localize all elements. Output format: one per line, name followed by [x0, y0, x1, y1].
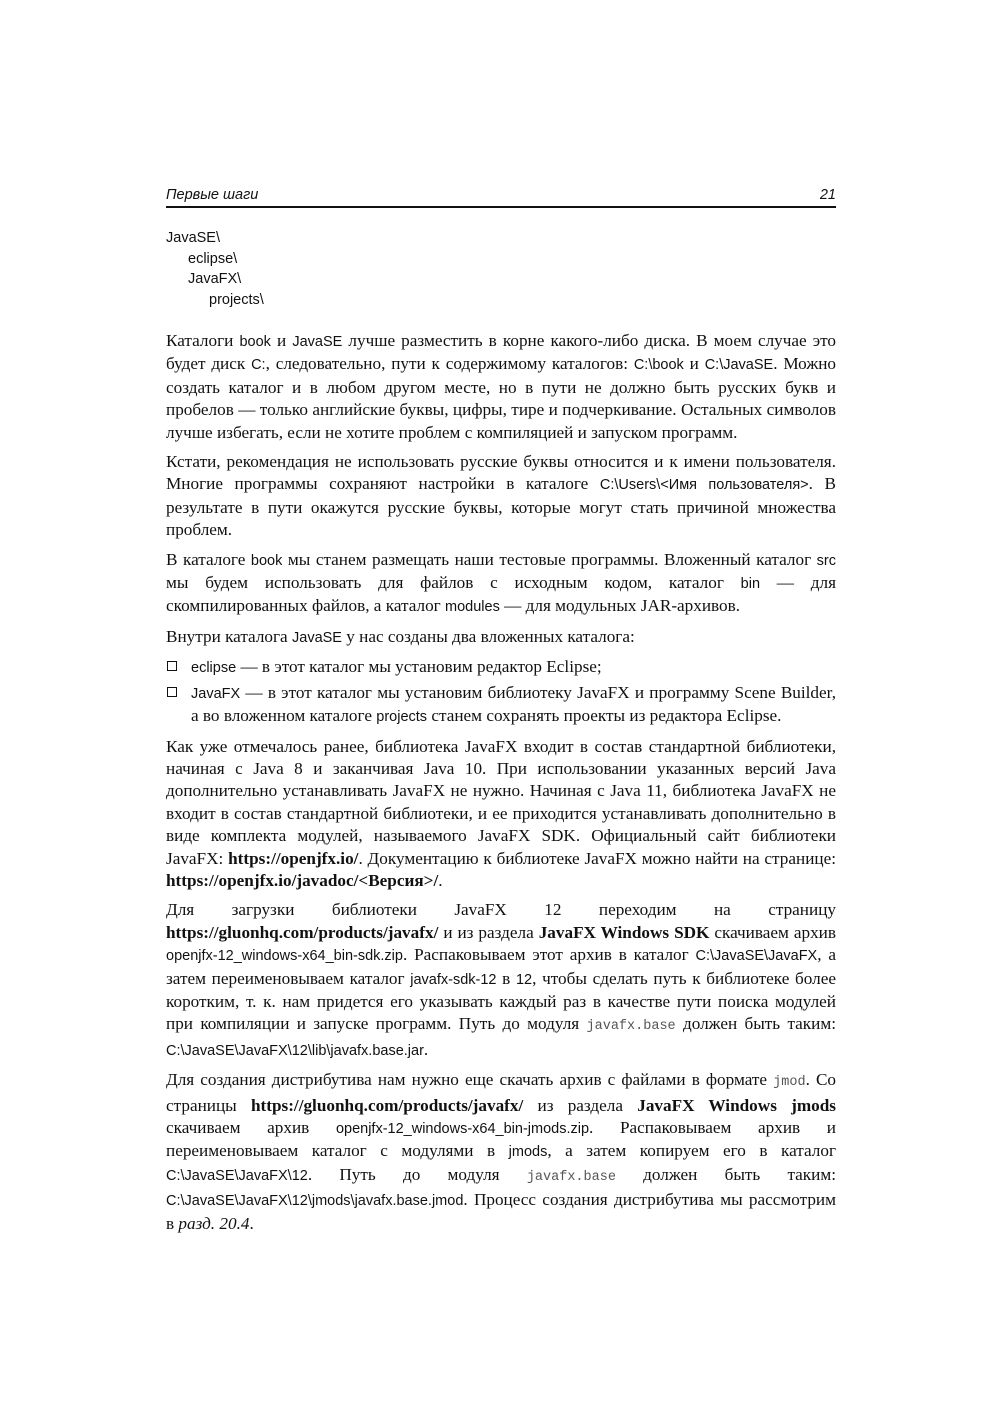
- paragraph-7: Для создания дистрибутива нам нужно еще скачать архив с файлами в формате jmod. Со страницы https://gluonhq.com/products/javafx/ из раздела JavaFX Windows jmods скачиваем архив openjfx-12_windows-x64_bin-jmods.zip. Распаковываем архив и переименовываем каталог с модулями в jmods, а затем копируем его в каталог C:\JavaSE\JavaFX\12. Путь до модуля javafx.base должен быть таким: C:\JavaSE\JavaFX\12\jmods\javafx.base.jmod. Процесс создания дистрибутива мы рассмотрим в разд. 20.4.: [166, 1070, 837, 1233]
- header-title: Первые шаги: [166, 187, 259, 203]
- directory-tree: [166, 228, 836, 310]
- tree-item: JavaFX\: [188, 271, 242, 287]
- tree-item: eclipse\: [188, 250, 238, 267]
- paragraph-2: Кстати, рекомендация не использовать русские буквы относится и к имени пользователя. Многие программы сохраняют настройки в каталоге C:\Users\<Имя пользователя>. В результате в пути окажутся русские буквы, которые могут стать причиной множества проблем.: [166, 452, 837, 540]
- tree-item: projects\: [209, 291, 264, 308]
- checkbox-bullet-icon: [167, 661, 177, 671]
- paragraph-1: Каталоги book и JavaSE лучше разместить в корне какого-либо диска. В моем случае это будет диск C:, следовательно, пути к содержимому каталогов: C:\book и C:\JavaSE. Можно создать каталог и в любом другом месте, но в пути не должно быть русских букв и пробелов — только английские буквы, цифры, тире и подчеркивание. Остальных символов лучше избегать, если не хотите проблем с компиляцией и запуском программ.: [166, 331, 837, 442]
- link-gluonhq: https://gluonhq.com/products/javafx/: [166, 922, 439, 942]
- link-javadoc: https://openjfx.io/javadoc/<Версия>/: [166, 870, 439, 890]
- list-item: eclipse — в этот каталог мы установим редактор Eclipse;: [166, 656, 836, 679]
- page-number: 21: [819, 187, 836, 203]
- list-item: JavaFX — в этот каталог мы установим библиотеку JavaFX и программу Scene Builder, а во вложенном каталоге projects станем сохранять проекты из редактора Eclipse.: [166, 682, 836, 729]
- link-gluonhq: https://gluonhq.com/products/javafx/: [250, 1095, 524, 1115]
- paragraph-5: Как уже отмечалось ранее, библиотека JavaFX входит в состав стандартной библиотеки, начиная с Java 8 и заканчивая Java 10. При использовании указанных версий Java дополнительно устанавливать JavaFX не нужно. Начиная с Java 11, библиотека JavaFX не входит в состав стандартной библиотеки, и ее приходится устанавливать дополнительно в виде комплекта модулей, называемого JavaFX SDK. Официальный сайт библиотеки JavaFX: https://openjfx.io/. Документацию к библиотеке JavaFX можно найти на странице: https://openjfx.io/javadoc/<Версия>/.: [166, 736, 836, 890]
- paragraph-6: Для загрузки библиотеки JavaFX 12 переходим на страницу https://gluonhq.com/products/javafx/ и из раздела JavaFX Windows SDK скачиваем архив openjfx-12_windows-x64_bin-sdk.zip. Распаковываем этот архив в каталог C:\JavaSE\JavaFX, а затем переименовываем каталог javafx-sdk-12 в 12, чтобы сделать путь к библиотеке более коротким, т. к. нам придется его указывать каждый раз в качестве пути поиска модулей при компиляции и запуске программ. Путь до модуля javafx.base должен быть таким: C:\JavaSE\JavaFX\12\lib\javafx.base.jar.: [166, 900, 837, 1059]
- paragraph-3: В каталоге book мы станем размещать наши тестовые программы. Вложенный каталог src мы будем использовать для файлов с исходным кодом, каталог bin — для скомпилированных файлов, а каталог modules — для модульных JAR-архивов.: [166, 549, 836, 616]
- running-header: [166, 186, 836, 208]
- paragraph-4: Внутри каталога JavaSE у нас созданы два вложенных каталога:: [166, 626, 635, 646]
- page: [166, 186, 836, 1242]
- link-openjfx: https://openjfx.io/: [228, 848, 359, 868]
- bullet-list: [166, 656, 836, 728]
- checkbox-bullet-icon: [167, 687, 177, 697]
- tree-item: JavaSE\: [166, 230, 220, 246]
